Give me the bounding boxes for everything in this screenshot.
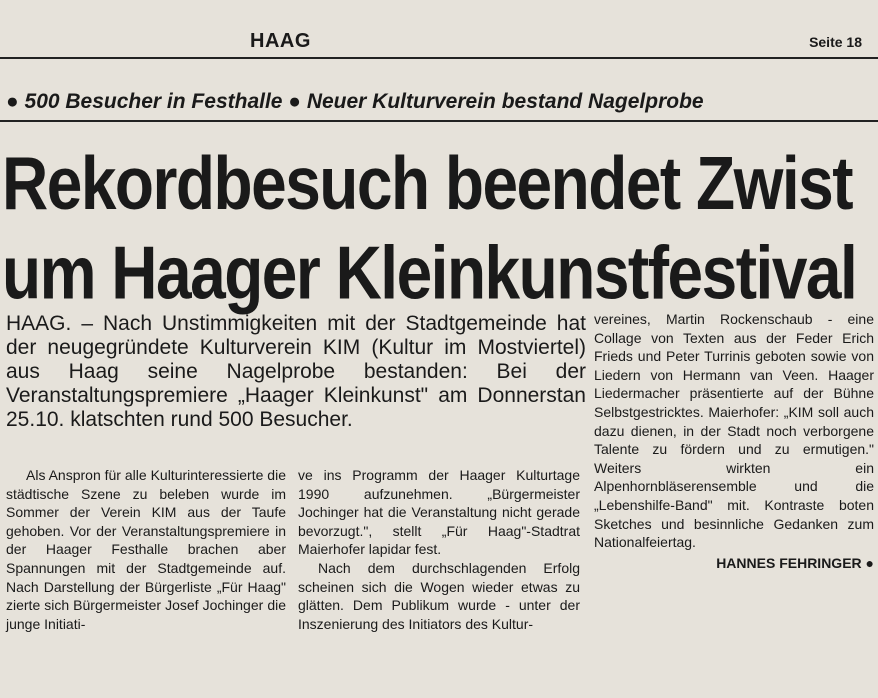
section-title: HAAG — [250, 30, 311, 52]
article-column-3 — [594, 310, 874, 572]
headline — [2, 138, 878, 317]
article-column-2 — [298, 466, 580, 633]
subheadline-rule — [0, 120, 878, 122]
page-header — [0, 28, 878, 56]
author-byline: HANNES FEHRINGER ● — [716, 554, 874, 571]
column-paragraph: Als Anspron für alle Kulturinteressierte die städtische Szene zu beleben wurde im Sommer der Verein KIM aus der Taufe gehoben. Vor der Veranstaltungspremiere in der Haager Festhalle brachen aber Spannungen mit der Stadtgemeinde auf. Nach Darstellung der Bürgerliste „Für Haag" zierte sich Bürgermeister Josef Jochinger die junge Initiati- — [6, 467, 286, 632]
page-number: Seite 18 — [809, 34, 862, 50]
column-paragraph: vereines, Martin Rockenschaub - eine Collage von Texten aus der Feder Erich Frieds und Peter Turrinis geboten sowie von Liedern von Hermann van Veen. Haager Liedermacher präsentierte auf der Bühne Selbstgestricktes. Maierhofer: „KIM soll auch dazu dienen, in der Stadt noch verborgene Talente zu fördern und zu ermutigen." Weiters wirkten ein Alpenhornbläserensemble und die „Lebenshilfe-Band" mit. Kontraste boten Sketches und besinnliche Gedanken zum Nationalfeiertag. — [594, 311, 874, 551]
column-paragraph: ve ins Programm der Haager Kulturtage 1990 aufzunehmen. „Bürgermeister Jochinger hat die Veranstaltung nicht gerade bevorzugt.", stellt „Für Haag"-Stadtrat Maierhofer lapidar fest. — [298, 467, 580, 558]
subheadline: ● 500 Besucher in Festhalle ● Neuer Kulturverein bestand Nagelprobe — [6, 90, 704, 113]
lead-paragraph: HAAG. – Nach Unstimmigkeiten mit der Stadtgemeinde hat der neugegründete Kulturverein KIM (Kultur im Mostviertel) aus Haag seine Nagelprobe bestanden: Bei der Veranstaltungspremiere „Haager Kleinkunst" am Donnerstan 25.10. klatschten rund 500 Besucher. — [6, 312, 586, 431]
headline-line-2: um Haager Kleinkunstfestival — [2, 230, 857, 315]
headline-line-1: Rekordbesuch beendet Zwist — [2, 140, 853, 226]
column-paragraph: Nach dem durchschlagenden Erfolg scheinen sich die Wogen wieder etwas zu glätten. Dem Publikum wurde - unter der Inszenierung des Initiators des Kultur- — [298, 559, 580, 632]
article-column-1 — [6, 466, 286, 633]
header-rule — [0, 57, 878, 59]
